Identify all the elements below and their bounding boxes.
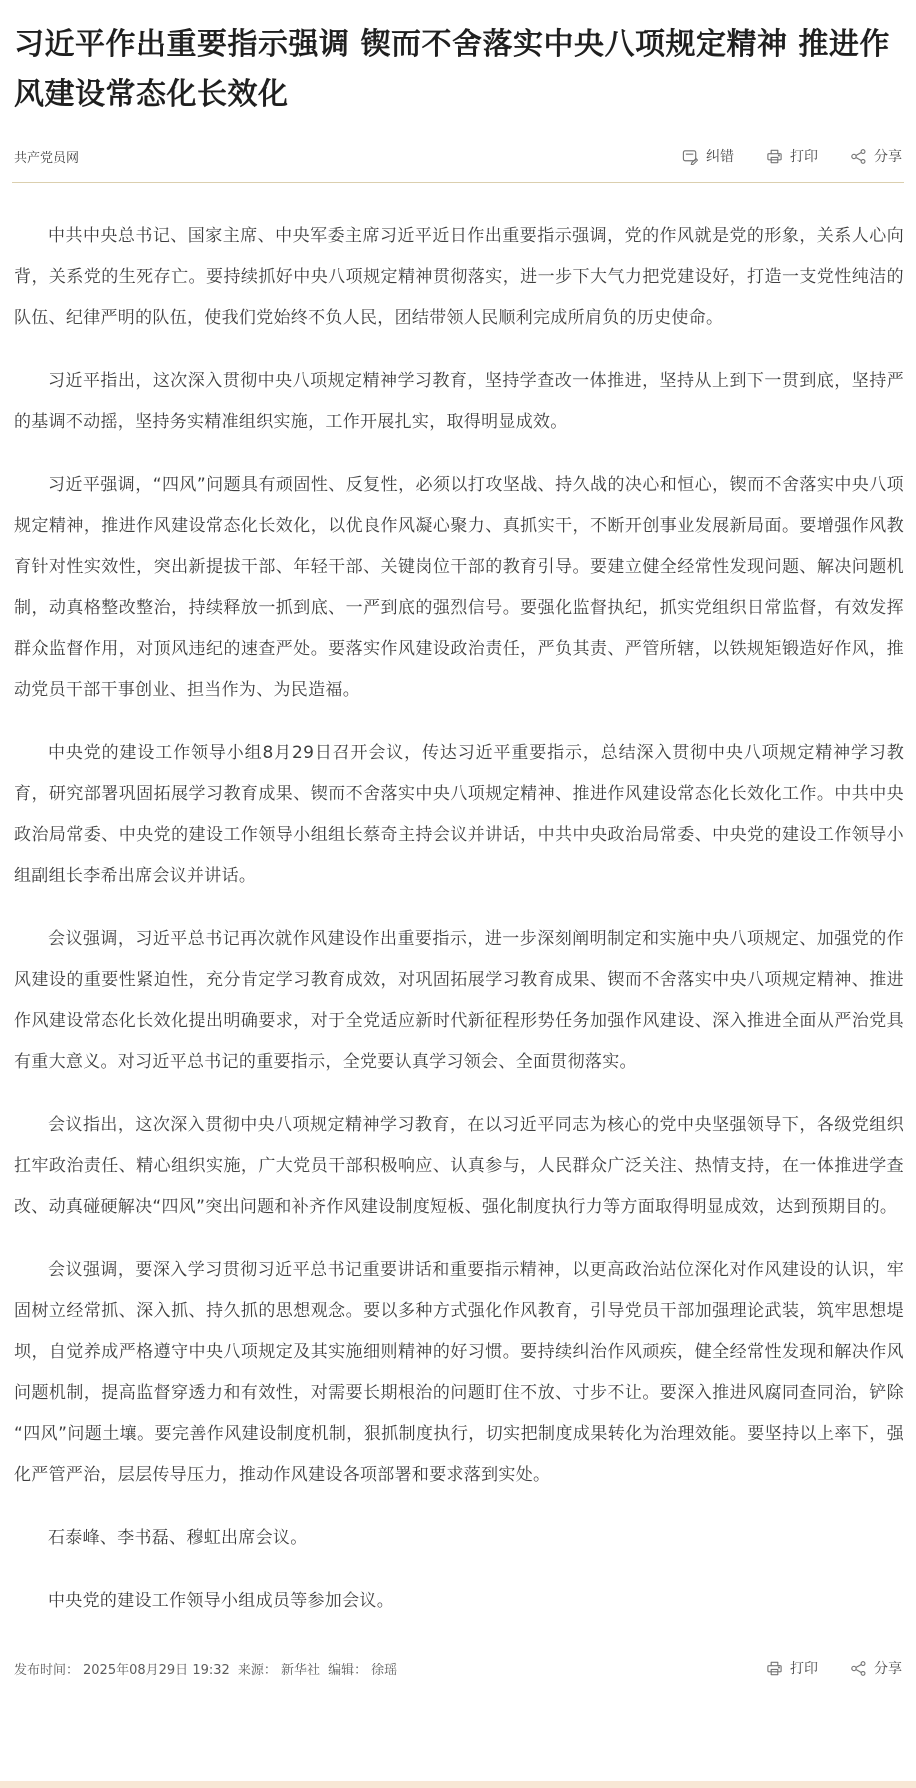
article-paragraph: 中央党的建设工作领导小组成员等参加会议。 [48,1591,394,1611]
correction-button[interactable] [682,146,734,166]
publish-time-value: 2025年08月29日 19:32 [83,1662,230,1678]
printer-icon [766,148,783,165]
bottom-accent-bar [0,1781,916,1788]
footer-print-button[interactable] [766,1658,818,1678]
source-value: 新华社 [280,1662,320,1678]
share-button[interactable] [850,146,902,166]
edit-document-icon [682,148,699,165]
editor-label: 编辑： [328,1662,368,1678]
share-icon [850,1660,867,1677]
correction-label: 纠错 [706,149,734,165]
article-paragraph: 会议强调，要深入学习贯彻习近平总书记重要讲话和重要指示精神，以更高政治站位深化对作风建设的认识，牢固树立经常抓、深入抓、持久抓的思想观念。要以多种方式强化作风教育，引导党员干部加强理论武装，筑牢思想堤坝，自觉养成严格遵守中央八项规定及其实施细则精神的好习惯。要持续纠治作风顽疾，健全经常性发现和解决作风问题机制，提高监督穿透力和有效性，对需要长期根治的问题盯住不放、寸步不让。要深入推进风腐同查同治，铲除“四风”问题土壤。要完善作风建设制度机制，狠抓制度执行，切实把制度成果转化为治理效能。要坚持以上率下，强化严管严治，层层传导压力，推动作风建设各项部署和要求落到实处。 [14,1260,904,1485]
share-icon [850,148,867,165]
print-button[interactable] [766,146,818,166]
source-label: 来源： [237,1662,277,1678]
share-label: 分享 [874,149,902,165]
article-paragraph: 石泰峰、李书磊、穆虹出席会议。 [48,1528,308,1548]
article-paragraph: 中共中央总书记、国家主席、中央军委主席习近平近日作出重要指示强调，党的作风就是党的形象，关系人心向背，关系党的生死存亡。要持续抓好中央八项规定精神贯彻落实，进一步下大气力把党建设好，打造一支党性纯洁的队伍、纪律严明的队伍，使我们党始终不负人民，团结带领人民顺利完成所肩负的历史使命。 [14,226,904,328]
article-footer [0,1644,916,1678]
header-actions [682,146,902,166]
footer-share-label: 分享 [874,1661,902,1677]
publish-time-label: 发布时间： [14,1662,80,1678]
printer-icon [766,1660,783,1677]
print-label: 打印 [790,149,818,165]
article-paragraph: 会议指出，这次深入贯彻中央八项规定精神学习教育，在以习近平同志为核心的党中央坚强领导下，各级党组织扛牢政治责任、精心组织实施，广大党员干部积极响应、认真参与，人民群众广泛关注、热情支持，在一体推进学查改、动真碰硬解决“四风”突出问题和补齐作风建设制度短板、强化制度执行力等方面取得明显成效，达到预期目的。 [14,1115,904,1217]
editor-value: 徐瑶 [371,1662,398,1678]
footer-print-label: 打印 [790,1661,818,1677]
article-paragraph: 会议强调，习近平总书记再次就作风建设作出重要指示，进一步深刻阐明制定和实施中央八项规定、加强党的作风建设的重要性紧迫性，充分肯定学习教育成效，对巩固拓展学习教育成果、锲而不舍落实中央八项规定精神、推进作风建设常态化长效化提出明确要求，对于全党适应新时代新征程形势任务加强作风建设、深入推进全面从严治党具有重大意义。对习近平总书记的重要指示，全党要认真学习领会、全面贯彻落实。 [14,929,904,1072]
footer-meta [14,1659,401,1678]
article-body [0,183,916,1622]
article-paragraph: 习近平指出，这次深入贯彻中央八项规定精神学习教育，坚持学查改一体推进，坚持从上到下一贯到底，坚持严的基调不动摇，坚持务实精准组织实施，工作开展扎实，取得明显成效。 [14,371,904,432]
page-title: 习近平作出重要指示强调 锲而不舍落实中央八项规定精神 推进作风建设常态化长效化 [14,27,890,112]
meta-row [14,146,902,182]
footer-actions [766,1658,902,1678]
article-paragraph: 中央党的建设工作领导小组8月29日召开会议，传达习近平重要指示，总结深入贯彻中央八项规定精神学习教育，研究部署巩固拓展学习教育成果、锲而不舍落实中央八项规定精神、推进作风建设常态化长效化工作。中共中央政治局常委、中央党的建设工作领导小组组长蔡奇主持会议并讲话，中共中央政治局常委、中央党的建设工作领导小组副组长李希出席会议并讲话。 [14,743,904,886]
site-source: 共产党员网 [14,150,80,166]
footer-share-button[interactable] [850,1658,902,1678]
article-header [0,0,916,182]
article-paragraph: 习近平强调，“四风”问题具有顽固性、反复性，必须以打攻坚战、持久战的决心和恒心，锲而不舍落实中央八项规定精神，推进作风建设常态化长效化，以优良作风凝心聚力、真抓实干，不断开创事业发展新局面。要增强作风教育针对性实效性，突出新提拔干部、年轻干部、关键岗位干部的教育引导。要建立健全经常性发现问题、解决问题机制，动真格整改整治，持续释放一抓到底、一严到底的强烈信号。要强化监督执纪，抓实党组织日常监督，有效发挥群众监督作用，对顶风违纪的速查严处。要落实作风建设政治责任，严负其责、严管所辖，以铁规矩锻造好作风，推动党员干部干事创业、担当作为、为民造福。 [14,475,904,700]
